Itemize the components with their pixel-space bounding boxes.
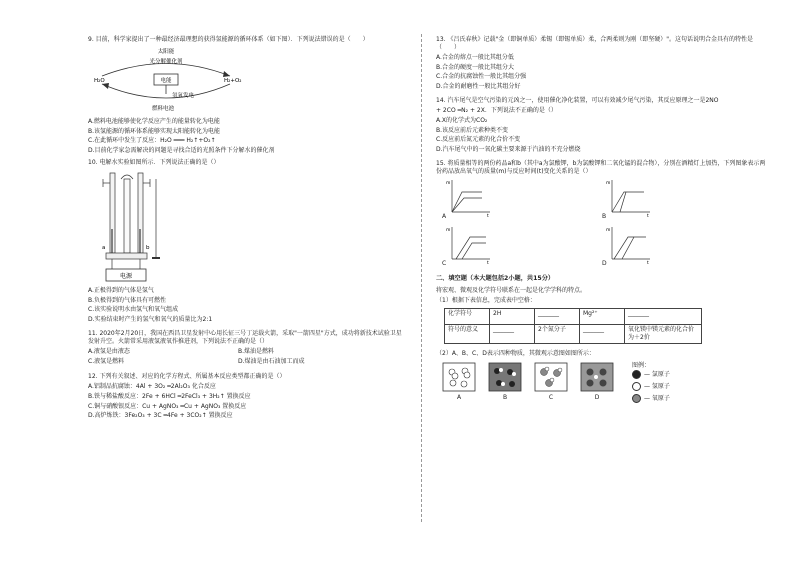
- table-cell: _______: [625, 309, 702, 325]
- graph-c-y-axis: m: [446, 228, 451, 234]
- q10-option-d: D.实验结束时产生的氢气和氧气的质量比为2:1: [88, 315, 213, 323]
- graph-d-y-axis: m: [606, 228, 611, 234]
- q13-option-b: B.合金的硬度一般比其组分大: [436, 63, 515, 71]
- fuelcell-label-2: 燃料电池: [152, 106, 175, 113]
- q16-sub2: （2）A、B、C、D表示四种物质，其微观示意图如图所示：: [436, 350, 595, 358]
- graph-b-y-axis: m: [606, 181, 611, 187]
- legend-oxygen-label: — 氧原子: [644, 394, 670, 402]
- q12-stem: 12. 下列有关叙述、对应的化学方程式、所属基本反应类型都正确的是（）: [88, 373, 286, 381]
- table-cell: 化学符号: [445, 309, 490, 325]
- electric-label: 电能: [160, 78, 172, 85]
- q15-graph-c: [442, 225, 562, 268]
- power-supply-label: 电源: [119, 273, 133, 281]
- molecule-box-b: [488, 362, 522, 402]
- q11-option-b: B.煤油是燃料: [238, 348, 275, 356]
- hydrogen-atom-icon: [632, 382, 641, 391]
- molecule-box-a: [442, 362, 476, 402]
- graph-c-label: C: [442, 260, 447, 268]
- q9-option-c: C.在此循环中发生了反应：H₂O ═══ H₂↑+O₂↑: [88, 137, 216, 145]
- table-row: [445, 309, 702, 325]
- electrolysis-apparatus: [88, 169, 178, 287]
- section-2-title: 二、填空题（本大题包括2小题，共15分）: [436, 274, 555, 282]
- graph-b-x-axis: t: [647, 214, 649, 219]
- box-b-diagram: [488, 362, 522, 392]
- q14-option-a: A.X的化学式为CO₂: [436, 117, 488, 125]
- q13-stem: 13. 《吕氏春秋》记载"金（即铜单质）柔锡（即锡单质）柔，合两柔则为刚（即坚硬）"。这句话说明合金具有的特性是（ ）: [436, 36, 753, 52]
- table-cell: _______: [535, 309, 580, 325]
- q9-stem: 9. 目前，科学家提出了一种最经济最理想的获得氢能源的循环体系（如下图）．下列说法错误的是（ ）: [88, 36, 369, 43]
- q15-graph-a: [442, 178, 562, 221]
- q16-sub1: （1）根据下表信息，完成表中空格：: [436, 296, 536, 304]
- legend-hydrogen-label: — 氢原子: [644, 382, 670, 390]
- q14-option-c: C.反应前后氮元素的化合价不变: [436, 136, 521, 144]
- graph-d-plot: [602, 225, 652, 265]
- molecule-box-d: [580, 362, 614, 402]
- box-c-label: C: [548, 394, 554, 402]
- graph-a-label: A: [442, 213, 447, 221]
- fuelcell-label-1: 氢氧发电: [172, 93, 195, 100]
- table-cell: 符号的意义: [445, 325, 490, 344]
- q11-stem: 11. 2020年2月20日，我国在西昌卫星发射中心用长征三号丁运载火箭，采取"一箭四星"方式，成功将新技术试验卫星发射升空。火箭常采用液氢液氧作推进剂，下列说法不正确的是（）: [88, 329, 402, 346]
- q10-option-b: B.负极得到的气体具有可燃性: [88, 296, 167, 304]
- q14-option-d: D.汽车尾气中的一氧化碳主要来源于汽油的不充分燃烧: [436, 146, 581, 154]
- table-cell: _______: [580, 325, 625, 344]
- table-cell: 氧化镁中镁元素的化合价为＋2价: [625, 325, 702, 344]
- electrode-b-label: b: [146, 245, 150, 252]
- q10-option-c: C.该实验说明水由氢气和氧气组成: [88, 306, 179, 314]
- table-cell: 2H: [490, 309, 535, 325]
- graph-b-label: B: [602, 213, 607, 221]
- box-a-diagram: [442, 362, 476, 392]
- graph-c-plot: [442, 225, 492, 265]
- q14-stem-2: + 2CO ═N₂ + 2X．下列说法不正确的是（）: [436, 107, 557, 115]
- q15-graph-b: [602, 178, 722, 221]
- q12-option-b: B.铁与稀盐酸反应：2Fe + 6HCl ═2FeCl₃ + 3H₂↑ 置换反应: [88, 393, 251, 400]
- legend-row-oxygen: [632, 394, 670, 403]
- question-9: [88, 36, 404, 155]
- question-10: [88, 159, 404, 324]
- question-15: [436, 160, 766, 268]
- box-d-diagram: [580, 362, 614, 392]
- graph-a-x-axis: t: [487, 214, 489, 219]
- hydrogen-cycle-diagram: [88, 46, 258, 118]
- q10-option-a: A.正极得到的气体是氢气: [88, 287, 154, 295]
- legend-row-hydrogen: [632, 382, 670, 391]
- box-a-label: A: [456, 394, 462, 402]
- molecule-boxes: [442, 362, 766, 406]
- box-c-diagram: [534, 362, 568, 392]
- table-cell: _______: [490, 325, 535, 344]
- graph-a-plot: [442, 178, 492, 218]
- q9-option-a: A.燃料电池能够使化学反应产生的能量转化为电能: [88, 118, 220, 126]
- q15-graph-grid: [442, 178, 766, 268]
- chlorine-atom-icon: [632, 370, 641, 379]
- q11-option-a: A.液氢是由液态: [88, 348, 130, 356]
- q13-option-a: A.合金的熔点一般比其组分低: [436, 54, 514, 62]
- column-divider: [421, 34, 422, 522]
- q12-option-a: A.铝制品抗腐蚀：4Al + 3O₂ ═2Al₂O₃ 化合反应: [88, 383, 216, 391]
- q15-stem: 15. 将质量相等的两份药品a和b（其中a为氯酸钾，b为氯酸钾和二氧化锰的混合物），分别在酒精灯上加热，下列图象表示两份药品放出氧气的质量(m)与反应时间(t)变化关系的是（）: [436, 160, 766, 176]
- table-cell: Mg²⁺: [580, 309, 625, 325]
- graph-d-x-axis: t: [647, 261, 649, 266]
- graph-b-plot: [602, 178, 652, 218]
- q11-option-c: C.液氢是燃料: [88, 357, 125, 365]
- q13-option-c: C.合金的抗腐蚀性一般比其组分强: [436, 73, 527, 81]
- catalyst-label: 光分解催化剂: [149, 59, 183, 66]
- question-12: [88, 373, 404, 420]
- h2o2-label: H₂+O₂: [224, 78, 242, 85]
- molecule-box-c: [534, 362, 568, 402]
- graph-d-label: D: [602, 260, 607, 268]
- legend-title: 图例：: [632, 362, 651, 370]
- h2o-label: H₂O: [94, 78, 105, 85]
- q12-option-c: C.铜与硝酸银反应：Cu + AgNO₃ ═Cu + AgNO₃ 置换反应: [88, 402, 247, 410]
- q9-option-d: D.目前化学家急需解决的问题是寻找合适的光照条件下分解水的催化剂: [88, 146, 275, 154]
- electrode-a-label: a: [102, 245, 106, 252]
- table-cell: 2个氮分子: [535, 325, 580, 344]
- atom-legend: [632, 362, 670, 406]
- oxygen-atom-icon: [632, 394, 641, 403]
- q10-stem: 10. 电解水实验如图所示．下列说法正确的是（）: [88, 158, 220, 166]
- q13-option-d: D.合金的耐磨性一般比其组分好: [436, 82, 521, 90]
- legend-row-chlorine: [632, 370, 670, 379]
- question-11: [88, 330, 404, 367]
- box-b-label: B: [502, 394, 508, 402]
- question-14: [436, 97, 766, 154]
- question-13: [436, 36, 766, 91]
- question-16: [436, 287, 766, 407]
- graph-c-x-axis: t: [487, 261, 489, 266]
- q15-graph-d: [602, 225, 722, 268]
- q16-intro: 将宏观、微观及化学符号联系在一起是化学学科的特点。: [436, 286, 587, 294]
- q9-option-b: B.该氢能源的循环体系能够实现太阳能转化为电能: [88, 127, 221, 135]
- graph-a-y-axis: m: [446, 181, 451, 187]
- q14-option-b: B.该反应前后元素种类不变: [436, 126, 509, 134]
- symbol-table: [444, 308, 702, 344]
- sunlight-label: 太阳能: [157, 49, 175, 56]
- box-d-label: D: [594, 394, 600, 402]
- q12-option-d: D.高炉炼铁：3Fe₂O₃ + 3C ═4Fe + 3CO₂↑ 置换反应: [88, 412, 233, 420]
- table-row: [445, 325, 702, 344]
- q11-option-d: D.煤油是由石油加工而成: [238, 357, 305, 365]
- left-column: [88, 36, 404, 424]
- right-column: [436, 36, 766, 410]
- legend-chlorine-label: — 氯原子: [644, 370, 670, 378]
- q14-stem-1: 14. 汽车尾气是空气污染的元凶之一，使用催化净化装置，可以有效减少尾气污染，其反应原理之一是2NO: [436, 97, 719, 105]
